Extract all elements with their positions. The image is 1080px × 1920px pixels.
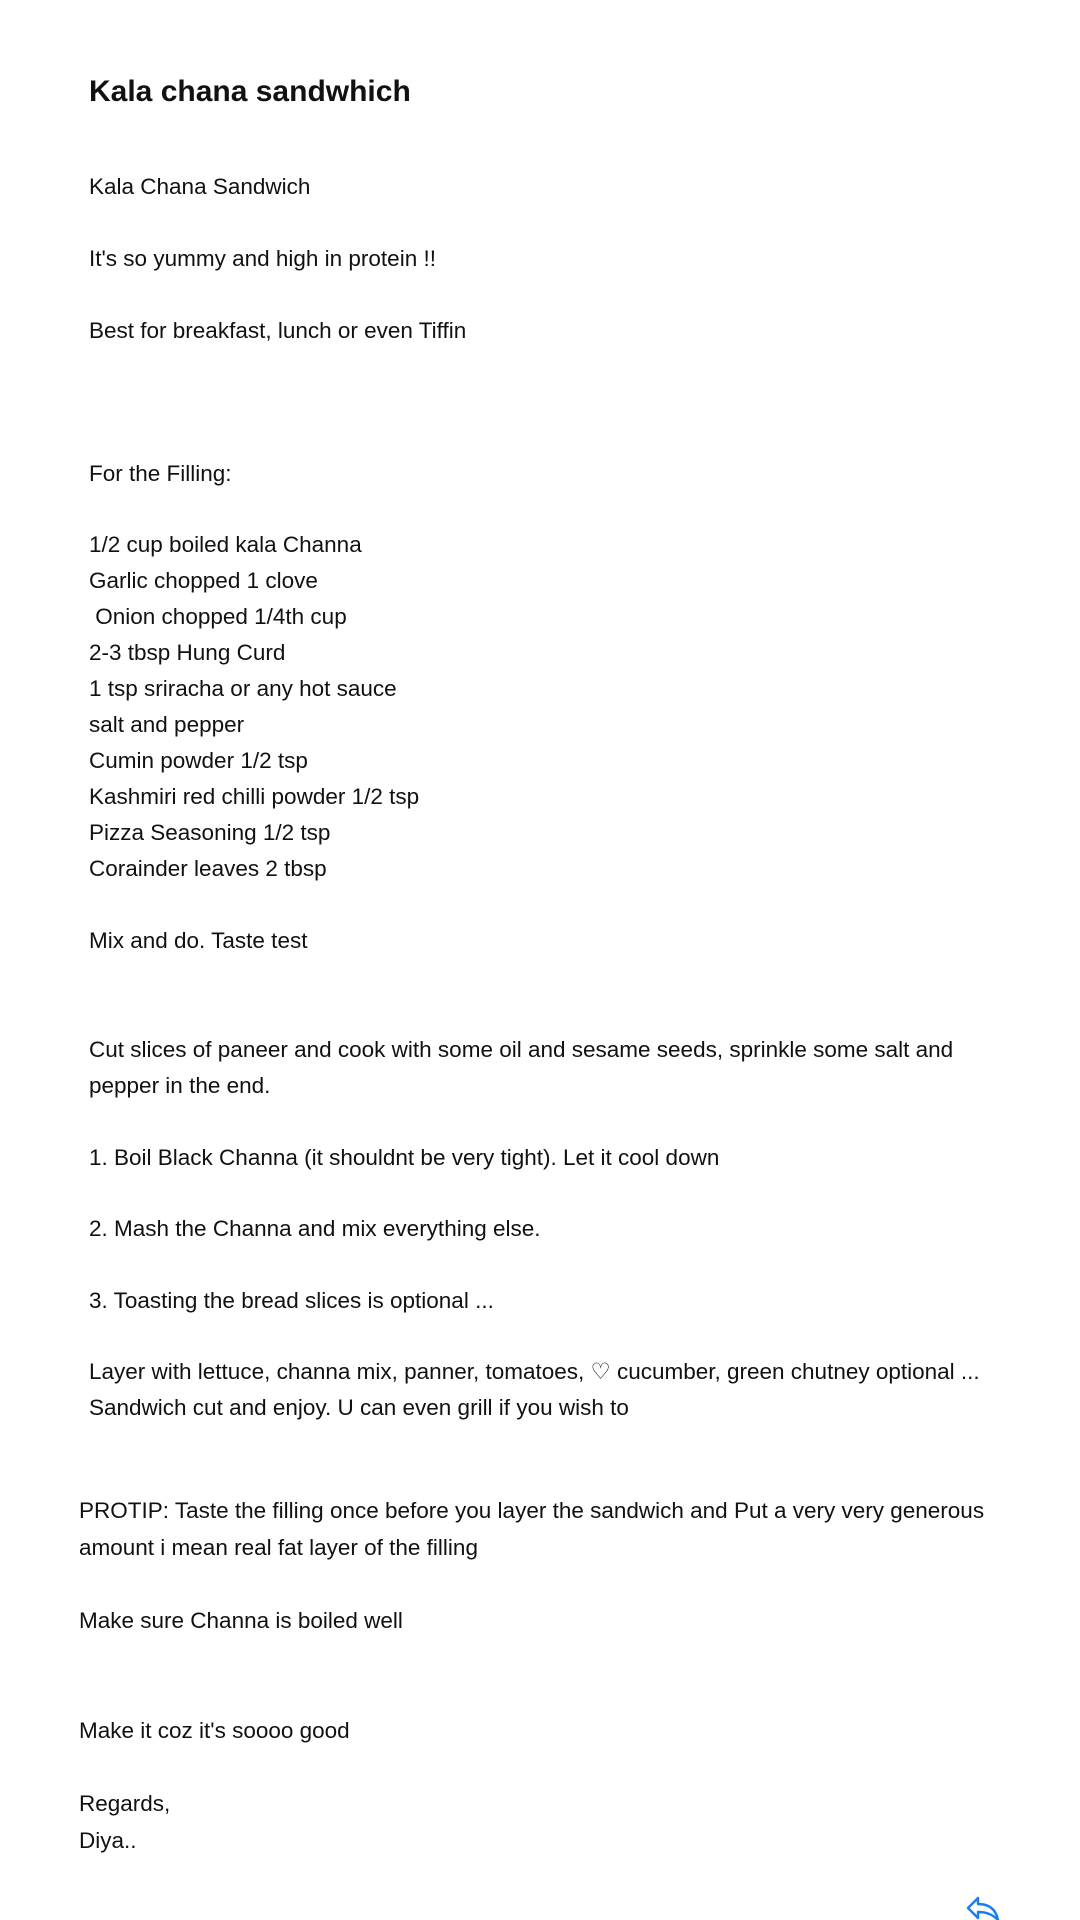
paneer-text: Cut slices of paneer and cook with some oil and sesame seeds, sprinkle some salt and pepper in the end. bbox=[89, 1037, 960, 1098]
closing-text: Make it coz it's soooo good bbox=[79, 1718, 350, 1743]
ingredient-item: 2-3 tbsp Hung Curd bbox=[89, 640, 286, 665]
ingredient-item: 1 tsp sriracha or any hot sauce bbox=[89, 676, 397, 701]
ingredient-item: Corainder leaves 2 tbsp bbox=[89, 856, 327, 881]
regards-text: Regards, bbox=[79, 1791, 171, 1816]
reply-arrow-icon[interactable] bbox=[962, 1892, 1002, 1920]
ingredient-item: Garlic chopped 1 clove bbox=[89, 568, 318, 593]
filling-heading-text: For the Filling: bbox=[89, 461, 232, 486]
ingredient-item: salt and pepper bbox=[89, 712, 245, 737]
layer-paragraph bbox=[89, 1354, 1019, 1426]
mix-text: Mix and do. Taste test bbox=[89, 928, 308, 953]
ingredient-item: Onion chopped 1/4th cup bbox=[89, 604, 347, 629]
layer-text: Layer with lettuce, channa mix, panner, tomatoes, ♡ cucumber, green chutney optional ... Sandwich cut and enjoy. U can even grill if you wish to bbox=[89, 1359, 986, 1420]
step-1 bbox=[89, 1140, 1019, 1176]
filling-heading bbox=[89, 456, 1019, 492]
intro-line bbox=[89, 277, 1019, 313]
signoff-block bbox=[79, 1785, 1009, 1859]
intro-line: Kala Chana Sandwich bbox=[89, 174, 311, 199]
mix-paragraph bbox=[89, 923, 1019, 959]
intro-line bbox=[89, 205, 1019, 241]
ingredient-item: Cumin powder 1/2 tsp bbox=[89, 748, 308, 773]
ingredient-item: Kashmiri red chilli powder 1/2 tsp bbox=[89, 784, 420, 809]
protip-text: PROTIP: Taste the filling once before you layer the sandwich and Put a very very generous amount i mean real fat layer of the filling bbox=[79, 1498, 991, 1560]
step-3 bbox=[89, 1283, 1019, 1319]
note-title: Kala chana sandwhich bbox=[89, 75, 411, 108]
signature-text: Diya.. bbox=[79, 1828, 137, 1853]
ingredient-list bbox=[89, 527, 1019, 887]
paneer-paragraph bbox=[89, 1032, 1019, 1104]
step-text: 2. Mash the Channa and mix everything else. bbox=[89, 1216, 541, 1241]
protip-paragraph bbox=[79, 1492, 1009, 1566]
boil-note-text: Make sure Channa is boiled well bbox=[79, 1608, 403, 1633]
intro-block bbox=[89, 169, 1019, 349]
ingredient-item: Pizza Seasoning 1/2 tsp bbox=[89, 820, 331, 845]
intro-line: It's so yummy and high in protein !! bbox=[89, 246, 436, 271]
step-2 bbox=[89, 1211, 1019, 1247]
boil-note bbox=[79, 1602, 1009, 1639]
closing-line bbox=[79, 1712, 1009, 1749]
step-text: 1. Boil Black Channa (it shouldnt be very tight). Let it cool down bbox=[89, 1145, 720, 1170]
step-text: 3. Toasting the bread slices is optional ... bbox=[89, 1288, 494, 1313]
ingredient-item: 1/2 cup boiled kala Channa bbox=[89, 532, 362, 557]
intro-line: Best for breakfast, lunch or even Tiffin bbox=[89, 318, 467, 343]
